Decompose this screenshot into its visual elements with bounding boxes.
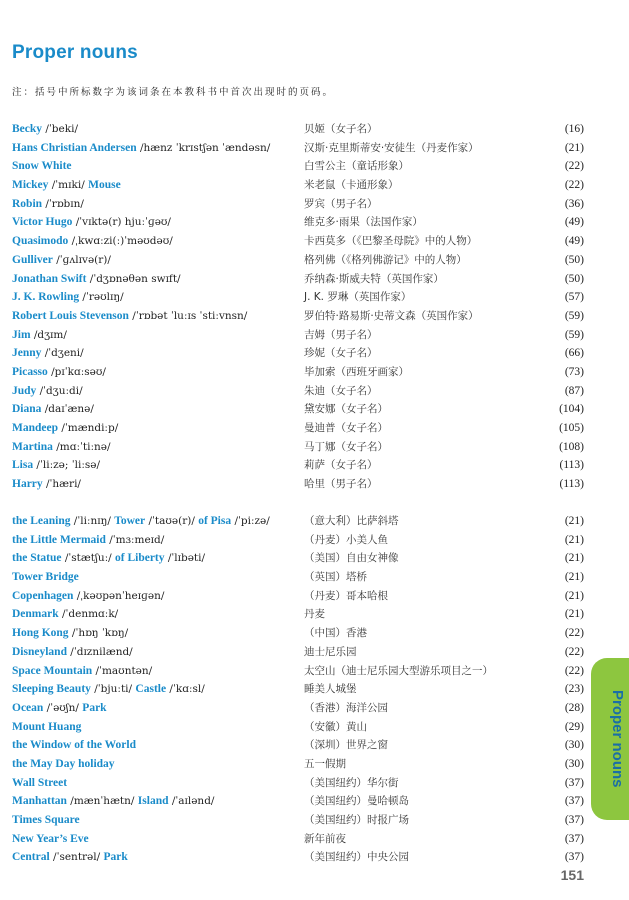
entry-page-ref: (21): [564, 141, 584, 154]
term-word: Robert Louis Stevenson: [12, 309, 129, 322]
term-pronunciation: /ˈpiːzə/: [231, 515, 270, 527]
glossary-entry: [12, 680, 584, 699]
entry-term: [12, 176, 121, 195]
entry-page-ref: (22): [564, 179, 584, 192]
glossary-entry: [12, 270, 584, 289]
term-pronunciation: /ˈbjuːti/: [90, 683, 136, 696]
entry-page-ref: (23): [564, 683, 584, 696]
term-pronunciation: /mɑːˈtiːnə/: [52, 440, 111, 453]
entry-term: [12, 811, 80, 830]
entry-term: [12, 438, 111, 457]
entry-page-ref: (30): [564, 757, 584, 770]
entry-term: [12, 830, 89, 849]
entry-term: [12, 848, 128, 867]
term-pronunciation: /ˈmɪki/: [48, 179, 89, 192]
term-pronunciation: /ˈsentrəl/: [49, 851, 104, 864]
entry-term: [12, 755, 115, 774]
term-word: Quasimodo: [12, 235, 69, 248]
glossary-entry: [12, 662, 584, 681]
glossary-entry: [12, 792, 584, 811]
term-pronunciation: /ˈəʊʃn/: [43, 701, 83, 714]
glossary-entry: [12, 363, 584, 382]
entry-term: [12, 326, 67, 345]
entry-page-ref: (113): [559, 459, 584, 472]
entry-term: [12, 549, 205, 568]
entry-page-ref: (59): [564, 309, 584, 322]
term-pronunciation: /ˈlɪbəti/: [164, 552, 206, 565]
entry-page-ref: (113): [559, 478, 584, 491]
term-word: Mandeep: [12, 422, 58, 434]
entry-term: [12, 363, 106, 382]
entry-translation: 哈里（男子名）: [304, 478, 378, 491]
term-pronunciation: /ˈliːzə; ˈliːsə/: [33, 459, 101, 472]
glossary-entry: [12, 400, 584, 419]
term-pronunciation: /ˈhɒŋ ˈkɒŋ/: [68, 627, 129, 640]
term-pronunciation: /ˈmɜːmeɪd/: [105, 533, 165, 546]
entry-term: [12, 792, 214, 811]
term-word: the Little Mermaid: [12, 533, 106, 546]
term-word: Robin: [12, 197, 43, 210]
entry-term: [12, 456, 100, 475]
term-pronunciation: /pɪˈkɑːsəʊ/: [47, 365, 106, 378]
entry-term: [12, 531, 164, 550]
entry-translation: J. K. 罗琳（英国作家）: [304, 291, 412, 304]
entry-translation: （美国纽约）华尔街: [304, 776, 399, 789]
section-side-tab[interactable]: [591, 658, 629, 820]
entry-page-ref: (29): [564, 720, 584, 733]
entry-translation: （丹麦）小美人鱼: [304, 533, 388, 546]
glossary-entry: [12, 120, 584, 139]
term-pronunciation: /ˈɡʌlɪvə(r)/: [52, 253, 111, 266]
term-word: Jim: [12, 328, 31, 341]
term-word: Lisa: [12, 459, 34, 472]
entry-translation: 乔纳森·斯威夫特（英国作家）: [304, 272, 444, 285]
glossary-entry: [12, 251, 584, 270]
term-word: Island: [137, 795, 169, 808]
glossary-entry: [12, 475, 584, 494]
term-word: Becky: [12, 123, 43, 135]
glossary-entry: [12, 176, 584, 195]
entry-term: [12, 419, 118, 438]
term-pronunciation: /ˈdʒeni/: [41, 347, 84, 360]
term-word: Victor Hugo: [12, 216, 73, 229]
glossary-entry: [12, 344, 584, 363]
entry-page-ref: (21): [564, 552, 584, 565]
term-pronunciation: /ˈstætʃuː/: [61, 552, 115, 565]
glossary-entry: [12, 830, 584, 849]
entry-term: [12, 157, 72, 176]
entry-translation: （美国纽约）时报广场: [304, 814, 409, 826]
entry-translation: （香港）海洋公园: [304, 701, 388, 714]
entry-page-ref: (104): [559, 403, 584, 416]
entry-page-ref: (37): [564, 776, 584, 789]
entry-term: [12, 213, 171, 232]
term-pronunciation: /ˈkɑːsl/: [166, 683, 205, 696]
entry-translation: （美国纽约）曼哈顿岛: [304, 795, 409, 808]
glossary-entry: [12, 848, 584, 867]
glossary-entry: [12, 811, 584, 830]
entry-page-ref: (22): [564, 645, 584, 658]
term-word: the Statue: [12, 552, 62, 565]
term-word: Tower Bridge: [12, 571, 79, 584]
glossary-entry: [12, 736, 584, 755]
entry-page-ref: (66): [564, 347, 584, 360]
entry-term: [12, 643, 133, 662]
entry-translation: 白雪公主（童话形象）: [304, 160, 409, 173]
glossary-entry: [12, 382, 584, 401]
entry-term: [12, 662, 152, 681]
entry-translation: 莉萨（女子名）: [304, 459, 378, 472]
entry-page-ref: (37): [564, 795, 584, 808]
entry-translation: 黛安娜（女子名）: [304, 403, 388, 416]
entry-translation: 五一假期: [304, 757, 346, 770]
entry-term: [12, 344, 84, 363]
glossary-entry: [12, 195, 584, 214]
entry-term: [12, 120, 78, 139]
term-word: Tower: [114, 515, 146, 527]
entry-translation: （英国）塔桥: [304, 571, 367, 584]
entry-page-ref: (105): [559, 422, 584, 434]
entry-term: [12, 718, 81, 737]
term-word: Jonathan Swift: [12, 272, 87, 285]
entry-term: [12, 699, 107, 718]
term-pronunciation: /hænz ˈkrɪstʃən ˈændəsn/: [136, 141, 271, 154]
entry-translation: 汉斯·克里斯蒂安·安徒生（丹麦作家）: [304, 141, 479, 154]
page-title: Proper nouns: [12, 42, 138, 63]
entry-term: [12, 288, 124, 307]
glossary-entry: [12, 643, 584, 662]
glossary-entry: [12, 157, 584, 176]
glossary-entry: [12, 213, 584, 232]
entry-page-ref: (16): [564, 123, 584, 135]
entry-page-ref: (37): [564, 851, 584, 864]
term-word: Martina: [12, 440, 53, 453]
term-word: Copenhagen: [12, 589, 74, 602]
entry-translation: （意大利）比萨斜塔: [304, 515, 399, 527]
term-pronunciation: /ˈdɪznilænd/: [66, 645, 133, 658]
entry-page-ref: (87): [564, 384, 584, 397]
term-word: Judy: [12, 384, 37, 397]
term-pronunciation: /ˈbeki/: [42, 123, 78, 135]
glossary-entry: [12, 326, 584, 345]
term-word: Denmark: [12, 608, 59, 621]
entry-term: [12, 270, 181, 289]
entry-translation: 毕加索（西班牙画家）: [304, 365, 409, 378]
entry-term: [12, 400, 94, 419]
term-word: Mickey: [12, 179, 49, 192]
term-pronunciation: /ˈrɒbɪn/: [42, 197, 84, 210]
entry-translation: 贝姬（女子名）: [304, 123, 378, 135]
term-pronunciation: /ˈrɒbət ˈluːɪs ˈstiːvnsn/: [128, 309, 248, 322]
term-word: Mount Huang: [12, 720, 82, 733]
glossary-entry: [12, 531, 584, 550]
glossary-entry: [12, 718, 584, 737]
term-word: Wall Street: [12, 776, 68, 789]
term-pronunciation: /ˈhæri/: [42, 478, 81, 491]
entry-translation: 太空山（迪士尼乐园大型游乐项目之一）: [304, 664, 493, 677]
entry-page-ref: (37): [564, 832, 584, 845]
term-word: Mouse: [88, 179, 121, 192]
glossary-entry: [12, 438, 584, 457]
term-word: of Pisa: [198, 515, 232, 527]
entry-page-ref: (21): [564, 589, 584, 602]
entry-translation: 曼迪普（女子名）: [304, 422, 388, 434]
entry-translation: 丹麦: [304, 608, 325, 621]
term-pronunciation: /ˈdʒɒnəθən swɪft/: [86, 272, 181, 285]
entry-term: [12, 382, 83, 401]
entry-translation: 迪士尼乐园: [304, 645, 357, 658]
entry-page-ref: (30): [564, 739, 584, 752]
term-word: Central: [12, 851, 50, 864]
places-entry-list: [12, 512, 584, 867]
term-pronunciation: /ˈmændiːp/: [58, 422, 119, 434]
entry-term: [12, 251, 111, 270]
term-pronunciation: /ˈvɪktə(r) hjuːˈɡəʊ/: [72, 216, 171, 229]
term-word: Castle: [135, 683, 167, 696]
entry-page-ref: (108): [559, 440, 584, 453]
entry-translation: 格列佛（《格列佛游记》中的人物）: [304, 253, 467, 266]
entry-translation: 珍妮（女子名）: [304, 347, 378, 360]
term-word: Park: [82, 701, 107, 714]
entry-translation: 罗伯特·路易斯·史蒂文森（英国作家）: [304, 309, 479, 322]
entry-page-ref: (50): [564, 272, 584, 285]
entry-term: [12, 512, 270, 531]
term-word: Park: [103, 851, 128, 864]
term-word: Manhattan: [12, 795, 67, 808]
term-word: the May Day holiday: [12, 757, 115, 770]
term-word: Gulliver: [12, 253, 53, 266]
term-pronunciation: /ˈaɪlənd/: [168, 795, 215, 808]
entry-page-ref: (28): [564, 701, 584, 714]
entry-translation: 睡美人城堡: [304, 683, 357, 696]
glossary-entry: [12, 624, 584, 643]
term-pronunciation: /ˈdʒuːdi/: [36, 384, 83, 397]
entry-term: [12, 475, 81, 494]
entry-translation: 罗宾（男子名）: [304, 197, 378, 210]
term-word: Jenny: [12, 347, 42, 360]
term-word: New Year’s Eve: [12, 832, 89, 845]
term-pronunciation: /ˈtaʊə(r)/: [145, 515, 199, 527]
entry-term: [12, 232, 173, 251]
entry-page-ref: (57): [564, 291, 584, 304]
page-number: 151: [560, 867, 584, 883]
entry-term: [12, 605, 118, 624]
entry-term: [12, 195, 84, 214]
entry-page-ref: (49): [564, 216, 584, 229]
entry-page-ref: (59): [564, 328, 584, 341]
entry-term: [12, 139, 270, 158]
entry-page-ref: (22): [564, 664, 584, 677]
entry-page-ref: (21): [564, 515, 584, 527]
term-word: Hans Christian Andersen: [12, 141, 137, 154]
glossary-entry: [12, 699, 584, 718]
people-entry-list: [12, 120, 584, 494]
entry-term: [12, 774, 67, 793]
term-word: Sleeping Beauty: [12, 683, 91, 696]
glossary-entry: [12, 605, 584, 624]
glossary-entry: [12, 288, 584, 307]
entry-translation: 新年前夜: [304, 832, 346, 845]
entry-translation: 维克多·雨果（法国作家）: [304, 216, 423, 229]
entry-translation: 朱迪（女子名）: [304, 384, 378, 397]
term-word: Hong Kong: [12, 627, 69, 640]
term-pronunciation: /dʒɪm/: [30, 328, 67, 341]
term-word: the Window of the World: [12, 739, 136, 752]
term-pronunciation: /daɪˈænə/: [41, 403, 94, 416]
term-pronunciation: /ˈliːnɪŋ/: [70, 515, 115, 527]
side-tab-label: Proper nouns: [609, 690, 626, 788]
term-pronunciation: /ˈrəʊlɪŋ/: [79, 291, 124, 304]
glossary-entry: [12, 419, 584, 438]
page-note: 注：括号中所标数字为该词条在本教科书中首次出现时的页码。: [12, 87, 335, 98]
entry-term: [12, 307, 247, 326]
entry-page-ref: (50): [564, 253, 584, 266]
term-word: Snow White: [12, 160, 72, 173]
entry-translation: （丹麦）哥本哈根: [304, 589, 388, 602]
entry-page-ref: (37): [564, 814, 584, 826]
entry-translation: 马丁娜（女子名）: [304, 440, 388, 453]
term-word: Disneyland: [12, 645, 67, 658]
glossary-entry: [12, 307, 584, 326]
term-word: Ocean: [12, 701, 44, 714]
entry-translation: 米老鼠（卡通形象）: [304, 179, 399, 192]
glossary-entry: [12, 456, 584, 475]
term-pronunciation: /mænˈhætn/: [66, 795, 138, 808]
term-pronunciation: /ˈdenmɑːk/: [58, 608, 119, 621]
glossary-entry: [12, 568, 584, 587]
entry-translation: （安徽）黄山: [304, 720, 367, 733]
entry-translation: （中国）香港: [304, 627, 367, 640]
glossary-entry: [12, 774, 584, 793]
glossary-entry: [12, 232, 584, 251]
term-pronunciation: /ˌkwɑːzi(ː)ˈməʊdəʊ/: [68, 235, 173, 248]
entry-page-ref: (36): [564, 197, 584, 210]
term-word: Space Mountain: [12, 664, 93, 677]
term-word: of Liberty: [115, 552, 165, 565]
entry-translation: （深圳）世界之窗: [304, 739, 388, 752]
entry-term: [12, 587, 164, 606]
entry-page-ref: (73): [564, 365, 584, 378]
entry-page-ref: (22): [564, 160, 584, 173]
entry-page-ref: (21): [564, 533, 584, 546]
glossary-entry: [12, 587, 584, 606]
glossary-entry: [12, 549, 584, 568]
entry-term: [12, 736, 136, 755]
entry-page-ref: (22): [564, 627, 584, 640]
entry-page-ref: (21): [564, 571, 584, 584]
entry-translation: （美国纽约）中央公园: [304, 851, 409, 864]
term-word: Picasso: [12, 365, 48, 378]
glossary-entry: [12, 755, 584, 774]
term-pronunciation: /ˌkəʊpənˈheɪɡən/: [73, 589, 165, 602]
term-word: Times Square: [12, 814, 80, 826]
entry-term: [12, 680, 205, 699]
entry-term: [12, 568, 79, 587]
term-word: Harry: [12, 478, 43, 491]
entry-page-ref: (21): [564, 608, 584, 621]
term-word: the Leaning: [12, 515, 71, 527]
entry-translation: 吉姆（男子名）: [304, 328, 378, 341]
term-word: Diana: [12, 403, 42, 416]
entry-translation: 卡西莫多（《巴黎圣母院》中的人物）: [304, 235, 478, 248]
glossary-entry: [12, 512, 584, 531]
term-word: J. K. Rowling: [12, 291, 80, 304]
glossary-entry: [12, 139, 584, 158]
entry-term: [12, 624, 128, 643]
entry-page-ref: (49): [564, 235, 584, 248]
entry-translation: （美国）自由女神像: [304, 552, 399, 565]
term-pronunciation: /ˈmaʊntən/: [92, 664, 153, 677]
